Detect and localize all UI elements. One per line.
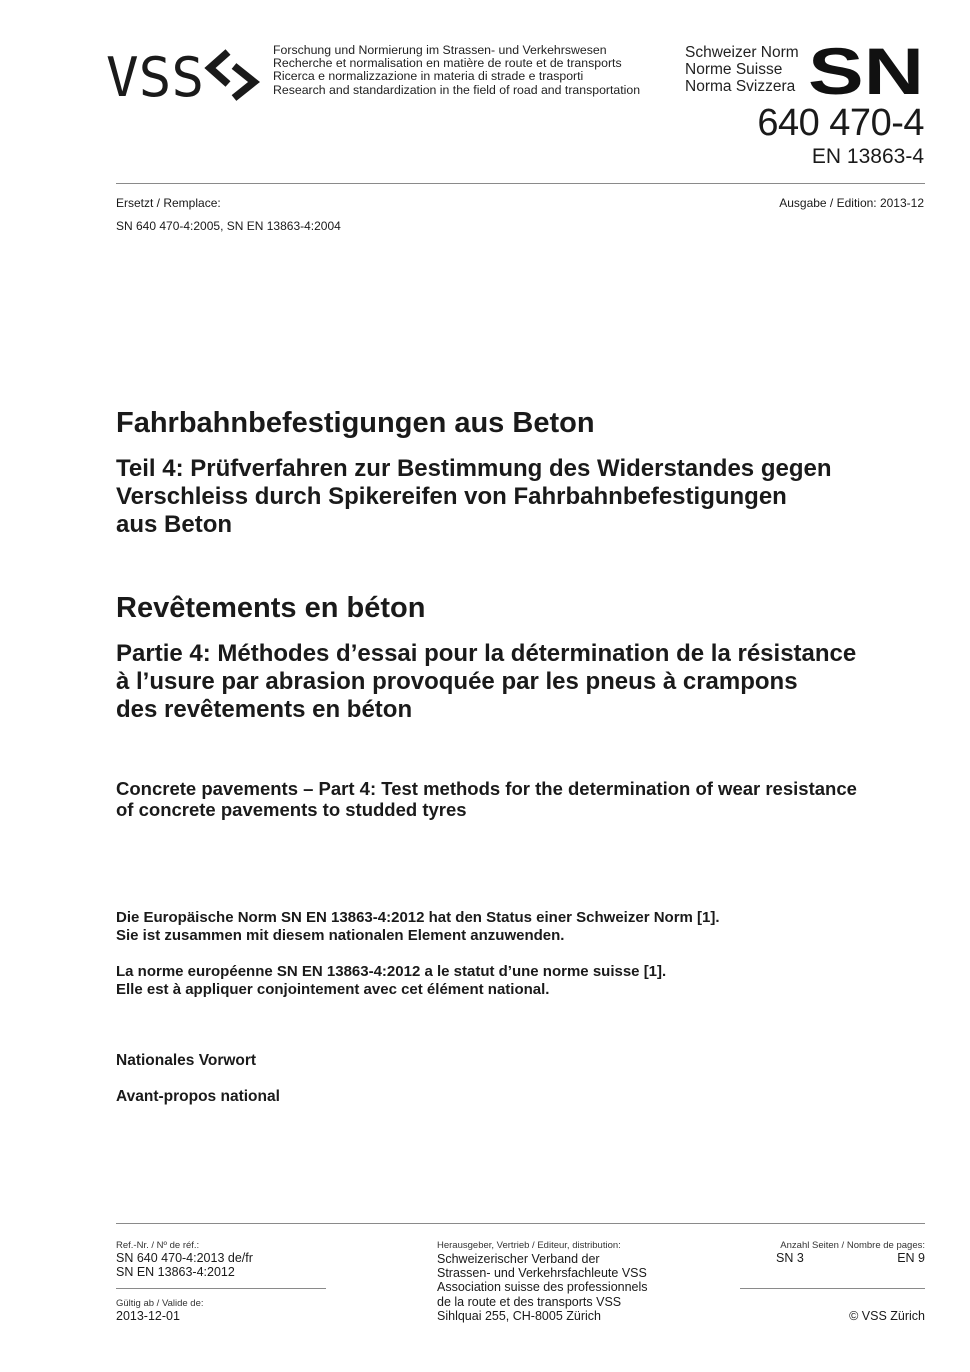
- subtitle-de: [116, 455, 936, 539]
- copyright: © VSS Zürich: [849, 1309, 925, 1323]
- ref-values: [116, 1251, 253, 1279]
- pages-en: EN 9: [897, 1251, 925, 1265]
- status-de-line: Die Europäische Norm SN EN 13863-4:2012 hat den Status einer Schweizer Norm [1].: [116, 909, 720, 926]
- footer-right-divider: [740, 1288, 925, 1289]
- edition: Ausgabe / Edition: 2013-12: [779, 196, 924, 210]
- ref-value: SN EN 13863-4:2012: [116, 1265, 235, 1280]
- heading-foreword-fr: Avant-propos national: [116, 1088, 280, 1105]
- sn-label-fr: Norme Suisse: [685, 61, 783, 78]
- norm-number: 640 470-4: [757, 102, 924, 144]
- vss-tagline: [273, 44, 640, 97]
- publisher: [437, 1252, 648, 1323]
- subtitle-fr-line: des revêtements en béton: [116, 696, 413, 723]
- publisher-line: Sihlquai 255, CH-8005 Zürich: [437, 1308, 601, 1323]
- header-divider: [116, 183, 925, 184]
- subtitle-fr-line: Partie 4: Méthodes d’essai pour la détermination de la résistance: [116, 640, 857, 667]
- replaces-label: Ersetzt / Remplace:: [116, 196, 221, 210]
- status-de-line: Sie ist zusammen mit diesem nationalen Element anzuwenden.: [116, 927, 565, 944]
- title-fr: Revêtements en béton: [116, 592, 426, 624]
- publisher-line: Strassen- und Verkehrsfachleute VSS: [437, 1266, 647, 1281]
- en-number: EN 13863-4: [811, 145, 924, 168]
- status-fr-line: Elle est à appliquer conjointement avec cet élément national.: [116, 981, 550, 998]
- ref-value: SN 640 470-4:2013 de/fr: [116, 1251, 253, 1265]
- status-fr-line: La norme européenne SN EN 13863-4:2012 a le statut d’une norme suisse [1].: [116, 963, 667, 980]
- svg-text:VSS: VSS: [106, 46, 204, 102]
- title-en-line: of concrete pavements to studded tyres: [116, 799, 467, 820]
- status-de: [116, 909, 720, 945]
- subtitle-de-line: Verschleiss durch Spikereifen von Fahrbahnbefestigungen: [116, 483, 787, 510]
- sn-logo: [808, 44, 926, 96]
- tagline-de: Forschung und Normierung im Strassen- und Verkehrswesen: [273, 43, 607, 57]
- heading-foreword-de: Nationales Vorwort: [116, 1052, 257, 1069]
- swiss-norm-label: [685, 44, 799, 95]
- subtitle-de-line: aus Beton: [116, 511, 233, 538]
- valid-label: Gültig ab / Valide de:: [116, 1298, 204, 1309]
- subtitle-fr: [116, 640, 936, 724]
- publisher-label: Herausgeber, Vertrieb / Editeur, distribution:: [437, 1240, 621, 1251]
- sn-label-it: Norma Svizzera: [685, 78, 796, 95]
- footer-left-divider: [116, 1288, 326, 1289]
- ref-label: Ref.-Nr. / Nº de réf.:: [116, 1240, 200, 1251]
- subtitle-de-line: Teil 4: Prüfverfahren zur Bestimmung des Widerstandes gegen: [116, 455, 832, 482]
- tagline-fr: Recherche et normalisation en matière de route et de transports: [273, 56, 622, 71]
- pages-sn: SN 3: [776, 1251, 804, 1265]
- subtitle-fr-line: à l’usure par abrasion provoquée par les pneus à crampons: [116, 668, 798, 695]
- tagline-it: Ricerca e normalizzazione in materia di strade e trasporti: [273, 69, 584, 84]
- publisher-line: de la route et des transports VSS: [437, 1294, 622, 1309]
- footer-divider: [116, 1223, 925, 1224]
- status-fr: [116, 963, 666, 999]
- replaces-value: SN 640 470-4:2005, SN EN 13863-4:2004: [116, 219, 341, 233]
- pages-label: Anzahl Seiten / Nombre de pages:: [780, 1240, 925, 1251]
- title-de: Fahrbahnbefestigungen aus Beton: [116, 407, 595, 439]
- publisher-line: Association suisse des professionnels: [437, 1280, 648, 1295]
- svg-text:SN: SN: [808, 44, 924, 96]
- sn-label-de: Schweizer Norm: [685, 44, 799, 61]
- tagline-en: Research and standardization in the field of road and transportation: [273, 82, 641, 97]
- publisher-line: Schweizerischer Verband der: [437, 1252, 600, 1266]
- title-en: [116, 778, 857, 820]
- vss-logo: [106, 44, 266, 102]
- title-en-line: Concrete pavements – Part 4: Test methods for the determination of wear resistance: [116, 778, 857, 799]
- valid-value: 2013-12-01: [116, 1309, 180, 1323]
